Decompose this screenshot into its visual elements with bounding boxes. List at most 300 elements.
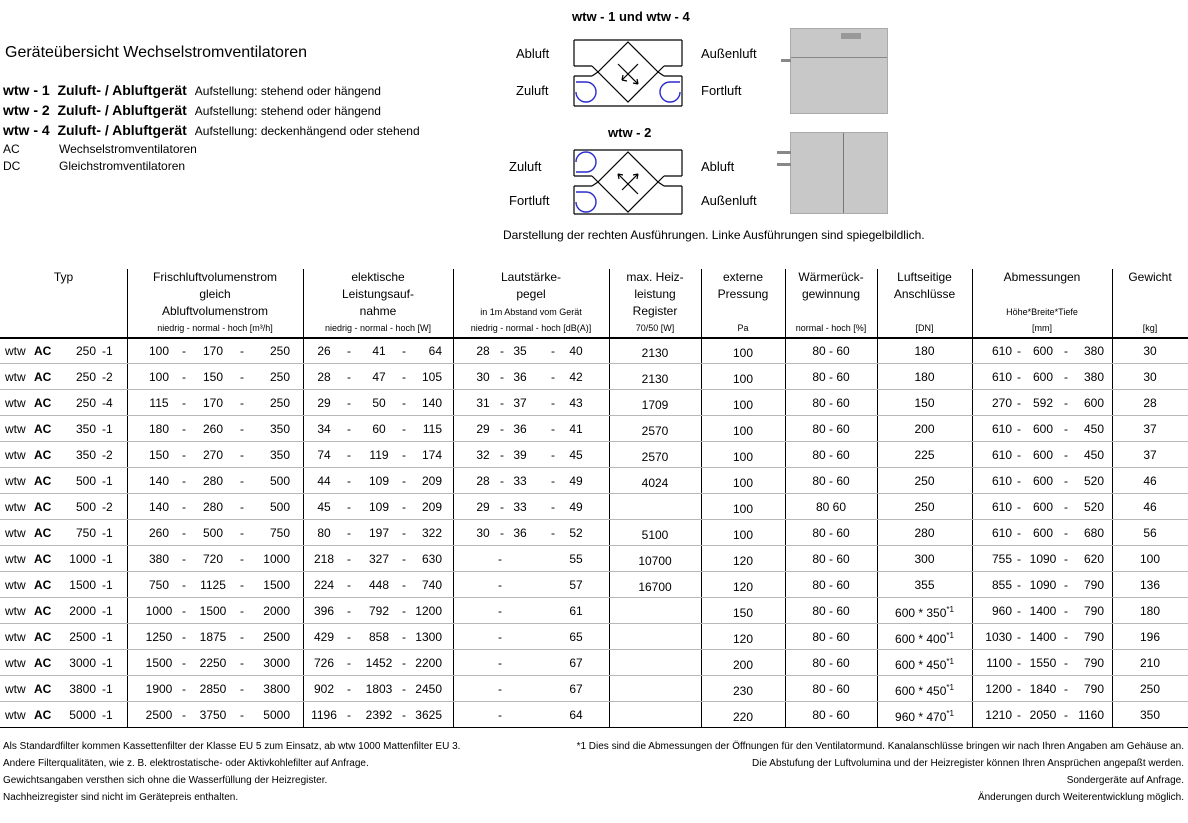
cell-separator: - (500, 422, 504, 436)
cell-separator: - (240, 604, 244, 618)
cell-volume-high: 1500 (263, 578, 290, 592)
cell-variant: -1 (102, 604, 113, 618)
header-noise-sub: niedrig - normal - hoch [dB(A)] (470, 323, 592, 333)
model-prefix: wtw - 1 (3, 82, 50, 98)
cell-prefix: wtw (5, 370, 26, 384)
cell-noise-normal: - (498, 656, 502, 670)
header-connect (877, 269, 972, 303)
cell-separator: - (347, 526, 351, 540)
cell-separator: - (347, 682, 351, 696)
cell-fan-type: AC (34, 396, 52, 410)
cell-fan-type: AC (34, 630, 52, 644)
cell-separator: - (402, 708, 406, 722)
cell-connection (877, 448, 972, 462)
cell-variant: -1 (102, 344, 113, 358)
cell-fan-type: AC (34, 604, 52, 618)
cell-noise-high: 61 (569, 604, 583, 618)
cell-noise-high: 64 (569, 708, 583, 722)
cell-heat-output: 2570 (641, 450, 669, 464)
cell-separator: - (1064, 526, 1068, 540)
cell-separator: - (500, 526, 504, 540)
cell-power-normal: 109 (368, 500, 390, 514)
cell-separator: - (182, 656, 186, 670)
cell-weight: 136 (1139, 578, 1161, 592)
cell-size: 1500 (69, 578, 96, 592)
cell-pressure: 120 (732, 554, 754, 568)
header-connect-sub: [DN] (915, 323, 934, 333)
diagram1-label: Fortluft (701, 83, 742, 98)
cell-separator: - (182, 396, 186, 410)
header-power-sub: niedrig - normal - hoch [W] (324, 323, 432, 333)
cell-power-low: 396 (313, 604, 335, 618)
cell-volume-high: 350 (269, 422, 290, 436)
header-power (303, 269, 453, 320)
model-desc: Zuluft- / Abluftgerät (57, 122, 187, 138)
cell-size: 3800 (69, 682, 96, 696)
cell-noise-low: 28 (476, 474, 490, 488)
cell-prefix: wtw (5, 682, 26, 696)
cell-size: 2500 (69, 630, 96, 644)
cell-connection (877, 474, 972, 488)
cell-noise-normal: 33 (513, 474, 527, 488)
cell-noise-normal: 36 (513, 526, 527, 540)
model-prefix: wtw - 2 (3, 102, 50, 118)
header-weight: Gewicht (1128, 270, 1172, 284)
header-volume-line: gleich (199, 287, 231, 301)
cell-volume-low: 1900 (145, 682, 173, 696)
footnote-left: Als Standardfilter kommen Kassettenfilter der Klasse EU 5 zum Einsatz, ab wtw 1000 Mattenfilter EU 3. (3, 741, 461, 752)
cell-fan-type: AC (34, 552, 52, 566)
cell-volume-normal: 270 (202, 448, 224, 462)
cell-separator: - (240, 578, 244, 592)
diagram-note: Darstellung der rechten Ausführungen. Linke Ausführungen sind spiegelbildlich. (503, 228, 925, 242)
diagram1-title: wtw - 1 und wtw - 4 (572, 9, 690, 24)
cell-heat-output: 2130 (641, 372, 669, 386)
cell-separator: - (1017, 370, 1021, 384)
cell-connection (877, 578, 972, 592)
abbreviation-key: AC (3, 142, 20, 156)
cell-weight: 46 (1143, 500, 1157, 514)
row-divider (0, 649, 1188, 650)
abbreviation-row (3, 142, 197, 156)
cell-separator: - (347, 422, 351, 436)
cell-power-low: 80 (317, 526, 331, 540)
cell-separator: - (500, 500, 504, 514)
cell-separator: - (347, 578, 351, 592)
cell-separator: - (551, 474, 555, 488)
cell-separator: - (347, 396, 351, 410)
cell-separator: - (182, 448, 186, 462)
cell-power-low: 44 (317, 474, 331, 488)
cell-power-high: 174 (421, 448, 442, 462)
cell-separator: - (240, 526, 244, 540)
cell-recovery: 80 - 60 (812, 708, 850, 722)
cell-width: 1090 (1029, 552, 1057, 566)
cell-prefix: wtw (5, 526, 26, 540)
header-power-line: Leistungsauf- (341, 287, 415, 301)
cell-noise-normal: 35 (513, 344, 527, 358)
header-heat-line: Register (632, 304, 678, 318)
cell-power-high: 140 (421, 396, 442, 410)
cell-connection (877, 422, 972, 436)
footnote-left: Andere Filterqualitäten, wie z. B. elektrostatische- oder Aktivkohlefilter auf Anfrage. (3, 758, 369, 769)
cell-separator: - (240, 656, 244, 670)
model-desc: Zuluft- / Abluftgerät (57, 102, 187, 118)
cell-power-normal: 119 (369, 448, 389, 462)
cell-width: 1550 (1029, 656, 1057, 670)
cell-height: 1210 (985, 708, 1012, 722)
cell-connection (877, 683, 972, 698)
cell-separator: - (1017, 682, 1021, 696)
cell-connection (877, 396, 972, 410)
cell-separator: - (240, 500, 244, 514)
cell-noise-high: 42 (569, 370, 583, 384)
cell-separator: - (402, 630, 406, 644)
cell-separator: - (182, 708, 186, 722)
cell-separator: - (402, 604, 406, 618)
footnote-left: Gewichtsangaben versthen sich ohne die Wasserfüllung der Heizregister. (3, 775, 328, 786)
cell-power-high: 2450 (415, 682, 442, 696)
cell-volume-normal: 720 (202, 552, 224, 566)
cell-power-high: 1300 (415, 630, 442, 644)
cell-connection (877, 552, 972, 566)
cell-depth: 450 (1083, 422, 1104, 436)
cell-power-high: 105 (421, 370, 442, 384)
table-bottom-border (0, 727, 1188, 728)
cell-pressure: 200 (732, 658, 754, 672)
cell-recovery: 80 - 60 (812, 604, 850, 618)
cell-prefix: wtw (5, 708, 26, 722)
cell-volume-high: 250 (269, 396, 290, 410)
cell-separator: - (1017, 604, 1021, 618)
cell-power-low: 28 (317, 370, 331, 384)
cell-noise-high: 57 (569, 578, 583, 592)
cell-fan-type: AC (34, 656, 52, 670)
cell-noise-normal: - (498, 604, 502, 618)
cell-separator: - (1064, 344, 1068, 358)
diagram2-title: wtw - 2 (608, 125, 652, 140)
header-weight-sub: [kg] (1142, 323, 1158, 333)
cell-variant: -1 (102, 526, 113, 540)
header-pressure-line: externe (722, 270, 764, 284)
cell-separator: - (240, 552, 244, 566)
connection-size: 300 (914, 552, 935, 566)
cell-separator: - (1064, 474, 1068, 488)
cell-recovery: 80 - 60 (812, 396, 850, 410)
cell-power-high: 3625 (415, 708, 442, 722)
footnote-right: Änderungen durch Weiterentwicklung möglich. (977, 792, 1184, 803)
cell-separator: - (1017, 448, 1021, 462)
cell-power-normal: 197 (368, 526, 390, 540)
cell-recovery: 80 - 60 (812, 526, 850, 540)
cell-height: 610 (991, 526, 1012, 540)
cell-connection (877, 526, 972, 540)
cell-separator: - (1064, 370, 1068, 384)
cell-size: 5000 (69, 708, 96, 722)
cell-noise-normal: 39 (513, 448, 527, 462)
cell-volume-high: 250 (269, 370, 290, 384)
device-photo-2 (790, 132, 888, 214)
cell-separator: - (1064, 656, 1068, 670)
cell-weight: 100 (1139, 552, 1161, 566)
cell-width: 592 (1032, 396, 1054, 410)
cell-power-high: 2200 (415, 656, 442, 670)
row-divider (0, 493, 1188, 494)
cell-volume-high: 2500 (263, 630, 290, 644)
cell-volume-low: 140 (148, 500, 170, 514)
cell-depth: 790 (1083, 578, 1104, 592)
cell-volume-normal: 500 (202, 526, 224, 540)
cell-volume-normal: 2850 (199, 682, 227, 696)
cell-volume-high: 750 (269, 526, 290, 540)
cell-noise-normal: - (498, 552, 502, 566)
header-pressure-line: Pressung (717, 287, 769, 301)
abbreviation-text: Gleichstromventilatoren (59, 159, 186, 173)
cell-power-normal: 327 (368, 552, 390, 566)
cell-power-normal: 858 (368, 630, 390, 644)
abbreviation-key: DC (3, 159, 21, 173)
cell-volume-normal: 1875 (199, 630, 227, 644)
cell-pressure: 100 (732, 346, 754, 360)
cell-weight: 350 (1139, 708, 1161, 722)
cell-separator: - (500, 370, 504, 384)
header-divider (0, 337, 1188, 339)
cell-size: 250 (75, 396, 96, 410)
cell-separator: - (182, 578, 186, 592)
cell-separator: - (402, 344, 406, 358)
cell-power-low: 429 (313, 630, 335, 644)
cell-separator: - (1064, 604, 1068, 618)
cell-separator: - (1064, 708, 1068, 722)
diagram1-label: Zuluft (516, 83, 549, 98)
cell-separator: - (240, 708, 244, 722)
cell-separator: - (551, 500, 555, 514)
cell-separator: - (551, 344, 555, 358)
cell-volume-normal: 150 (202, 370, 224, 384)
cell-noise-high: 67 (569, 682, 583, 696)
cell-size: 500 (75, 500, 96, 514)
cell-height: 855 (991, 578, 1012, 592)
cell-pressure: 230 (732, 684, 754, 698)
header-volume-line: Frischluftvolumenstrom (152, 270, 278, 284)
cell-width: 600 (1032, 474, 1054, 488)
cell-recovery: 80 60 (815, 500, 847, 514)
cell-noise-low: 29 (476, 500, 490, 514)
cell-separator: - (551, 448, 555, 462)
cell-power-low: 26 (317, 344, 331, 358)
cell-power-high: 209 (421, 500, 442, 514)
cell-power-high: 115 (422, 422, 442, 436)
cell-heat-output: 2570 (641, 424, 669, 438)
cell-noise-normal: - (498, 630, 502, 644)
cell-power-normal: 47 (372, 370, 386, 384)
cell-pressure: 120 (732, 632, 754, 646)
model-note: Aufstellung: deckenhängend oder stehend (194, 124, 420, 138)
cell-pressure: 150 (732, 606, 754, 620)
connection-size: 600 * 450 (895, 684, 947, 698)
cell-noise-normal: 36 (513, 422, 527, 436)
cell-separator: - (551, 422, 555, 436)
cell-separator: - (347, 370, 351, 384)
header-heat-line: leistung (634, 287, 676, 301)
cell-variant: -1 (102, 552, 113, 566)
diagram1-label: Abluft (516, 46, 550, 61)
cell-depth: 600 (1083, 396, 1104, 410)
cell-connection (877, 344, 972, 358)
cell-separator: - (1017, 422, 1021, 436)
header-power-line: elektische (351, 270, 405, 284)
cell-noise-low: 28 (476, 344, 490, 358)
cell-separator: - (347, 656, 351, 670)
row-divider (0, 415, 1188, 416)
cell-separator: - (402, 552, 406, 566)
cell-volume-normal: 1125 (200, 578, 226, 592)
cell-power-low: 218 (313, 552, 335, 566)
cell-noise-high: 67 (569, 656, 583, 670)
header-noise-line: pegel (516, 287, 546, 301)
cell-separator: - (347, 604, 351, 618)
row-divider (0, 701, 1188, 702)
connection-size: 150 (914, 396, 935, 410)
header-recovery-sub: normal - hoch [%] (795, 323, 867, 333)
header-volume-sub: niedrig - normal - hoch [m³/h] (157, 323, 273, 333)
cell-depth: 790 (1083, 656, 1104, 670)
cell-depth: 450 (1083, 448, 1104, 462)
cell-separator: - (402, 370, 406, 384)
cell-separator: - (500, 474, 504, 488)
cell-size: 250 (75, 344, 96, 358)
cell-pressure: 100 (732, 528, 754, 542)
cell-noise-low: 32 (476, 448, 490, 462)
cell-weight: 196 (1139, 630, 1161, 644)
cell-weight: 46 (1143, 474, 1157, 488)
connection-size: 280 (914, 526, 935, 540)
diagram2-label: Zuluft (509, 159, 542, 174)
cell-power-low: 74 (317, 448, 331, 462)
cell-volume-high: 250 (269, 344, 290, 358)
cell-prefix: wtw (5, 604, 26, 618)
cell-weight: 210 (1139, 656, 1161, 670)
header-dims-sub: Höhe*Breite*Tiefe (1006, 307, 1078, 317)
cell-separator: - (1017, 526, 1021, 540)
device-photo-1 (790, 28, 888, 114)
cell-separator: - (240, 396, 244, 410)
cell-volume-low: 1250 (145, 630, 173, 644)
cell-width: 600 (1032, 500, 1054, 514)
cell-volume-high: 5000 (263, 708, 290, 722)
connection-size: 250 (914, 474, 935, 488)
cell-weight: 250 (1139, 682, 1161, 696)
cell-separator: - (182, 500, 186, 514)
row-divider (0, 363, 1188, 364)
cell-depth: 520 (1083, 500, 1104, 514)
connection-size: 180 (914, 344, 935, 358)
header-connect-line: Anschlüsse (893, 287, 956, 301)
cell-fan-type: AC (34, 344, 52, 358)
footnote-marker: *1 (946, 709, 954, 718)
cell-volume-low: 150 (148, 448, 170, 462)
cell-power-high: 1200 (415, 604, 442, 618)
cell-connection (877, 370, 972, 384)
cell-recovery: 80 - 60 (812, 578, 850, 592)
cell-size: 750 (75, 526, 96, 540)
row-divider (0, 441, 1188, 442)
cell-power-high: 64 (428, 344, 442, 358)
cell-separator: - (402, 682, 406, 696)
cell-weight: 30 (1143, 370, 1157, 384)
cell-separator: - (551, 526, 555, 540)
cell-depth: 520 (1083, 474, 1104, 488)
cell-depth: 790 (1083, 604, 1104, 618)
cell-width: 1840 (1029, 682, 1057, 696)
cell-power-low: 1196 (311, 708, 337, 722)
cell-power-high: 740 (421, 578, 442, 592)
model-row (3, 122, 420, 138)
cell-pressure: 100 (732, 398, 754, 412)
cell-recovery: 80 - 60 (812, 422, 850, 436)
cell-fan-type: AC (34, 708, 52, 722)
cell-power-normal: 60 (372, 422, 386, 436)
cell-separator: - (402, 526, 406, 540)
connection-size: 600 * 400 (895, 632, 947, 646)
cell-height: 755 (991, 552, 1012, 566)
cell-fan-type: AC (34, 370, 52, 384)
cell-separator: - (1064, 578, 1068, 592)
connection-size: 600 * 450 (895, 658, 947, 672)
abbreviation-row (3, 159, 185, 173)
cell-power-normal: 448 (368, 578, 390, 592)
header-recovery-line: gewinnung (801, 287, 861, 301)
cell-volume-low: 140 (148, 474, 170, 488)
cell-volume-low: 100 (148, 344, 170, 358)
cell-fan-type: AC (34, 682, 52, 696)
cell-separator: - (1017, 708, 1021, 722)
cell-width: 2050 (1029, 708, 1057, 722)
cell-variant: -4 (102, 396, 113, 410)
cell-recovery: 80 - 60 (812, 552, 850, 566)
cell-size: 2000 (69, 604, 96, 618)
cell-variant: -2 (102, 448, 113, 462)
cell-recovery: 80 - 60 (812, 344, 850, 358)
footnote-marker: *1 (946, 657, 954, 666)
cell-prefix: wtw (5, 656, 26, 670)
cell-separator: - (402, 396, 406, 410)
cell-variant: -2 (102, 370, 113, 384)
footnote-marker: *1 (946, 631, 954, 640)
header-volume (127, 269, 303, 320)
cell-height: 610 (991, 474, 1012, 488)
header-noise (453, 269, 609, 303)
cell-separator: - (182, 682, 186, 696)
cell-volume-high: 3800 (263, 682, 290, 696)
cell-separator: - (402, 448, 406, 462)
row-divider (0, 597, 1188, 598)
cell-power-normal: 41 (372, 344, 386, 358)
cell-separator: - (1017, 474, 1021, 488)
cell-heat-output: 1709 (641, 398, 669, 412)
cell-noise-low: 30 (476, 526, 490, 540)
cell-separator: - (1064, 500, 1068, 514)
cell-heat-output: 2130 (641, 346, 669, 360)
diagram2-label: Abluft (701, 159, 735, 174)
header-power-line: nahme (359, 304, 397, 318)
cell-prefix: wtw (5, 552, 26, 566)
cell-separator: - (240, 344, 244, 358)
cell-separator: - (402, 422, 406, 436)
cell-volume-normal: 170 (202, 396, 224, 410)
heat-exchanger-diagram-2 (566, 146, 690, 218)
cell-separator: - (1064, 422, 1068, 436)
